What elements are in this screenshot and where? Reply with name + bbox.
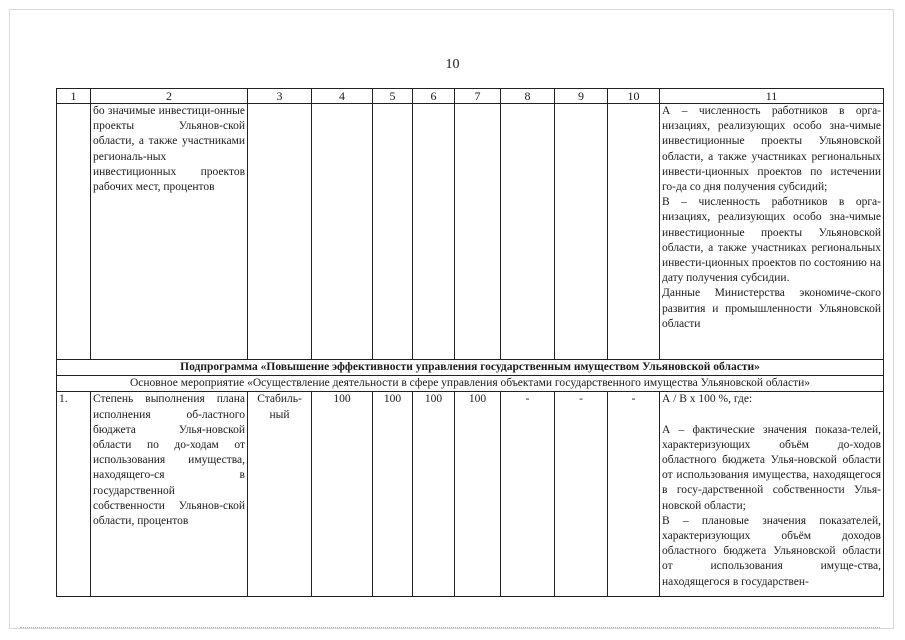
row-number-cell: 1. [57,392,91,597]
indicator-name-cell: бо значимые инвестици-онные проекты Ульянов-ской области, а также участниками региональ-ных инвестиционных проектов рабочих мест, процентов [91,104,248,360]
col-header: 8 [501,89,555,104]
col-header: 4 [312,89,373,104]
value-cell: 100 [455,392,501,597]
value-cell: - [501,392,555,597]
main-event-title: Основное мероприятие «Осуществление деятельности в сфере управления объектами государственного имущества Ульяновской области» [57,376,884,392]
method-paragraph: В – плановые значения показателей, характеризующих объём доходов областного бюджета Ульяновской области от использования имуще-ства, находящегося в государствен- [662,514,881,588]
value-cell: 100 [373,392,413,597]
col-header: 6 [413,89,455,104]
scan-edge-line [20,627,880,631]
method-paragraph: А – численность работников в орга-низациях, реализующих особо зна-чимые инвестиционные проекты Ульяновской области, а также участниках региональных инвести-ционных проектов по истечении го-да со дня получения субсидий; [662,105,881,194]
col-header: 11 [660,89,884,104]
method-cell [660,104,884,360]
col-header: 7 [455,89,501,104]
subprogram-row [57,360,884,376]
empty-cell [455,104,501,360]
col-header: 1 [57,89,91,104]
value-cell: - [608,392,660,597]
empty-cell [373,104,413,360]
method-paragraph: Данные Министерства экономиче-ского развития и промышленности Ульяновской области [662,287,881,330]
value-cell: 100 [312,392,373,597]
col-header: 9 [555,89,608,104]
empty-cell [501,104,555,360]
empty-cell [413,104,455,360]
trend-cell: Стабиль-ный [248,392,312,597]
subprogram-title: Подпрограмма «Повышение эффективности управления государственным имуществом Ульяновской области» [57,360,884,376]
indicators-table [56,88,884,597]
column-header-row [57,89,884,104]
empty-cell [248,104,312,360]
page-number: 10 [445,57,460,72]
method-paragraph: А / В x 100 %, где: [662,393,753,406]
main-event-row [57,376,884,392]
value-cell: - [555,392,608,597]
table-row [57,104,884,360]
method-paragraph: А – фактические значения показа-телей, характеризующих объём до-ходов областного бюджета Улья-новской области от использования имущества, находящегося в госу-дарственной собственности Улья-новской области; [662,423,881,512]
table-row [57,392,884,597]
empty-cell [312,104,373,360]
empty-cell [555,104,608,360]
col-header: 3 [248,89,312,104]
method-cell [660,392,884,597]
row-number-cell [57,104,91,360]
method-paragraph: В – численность работников в орга-низациях, реализующих особо зна-чимые инвестиционные проекты Ульяновской области, а также участниках региональных инвести-ционных проектов по состоянию на дату получения субсидии. [662,196,881,285]
indicator-name-cell: Степень выполнения плана исполнения об-ластного бюджета Улья-новской области по до-ходам от использования имущества, находящего-ся в государственной собственности Ульянов-ской области, процентов [91,392,248,597]
empty-cell [608,104,660,360]
col-header: 10 [608,89,660,104]
paragraph-gap [662,408,881,423]
value-cell: 100 [413,392,455,597]
col-header: 2 [91,89,248,104]
col-header: 5 [373,89,413,104]
